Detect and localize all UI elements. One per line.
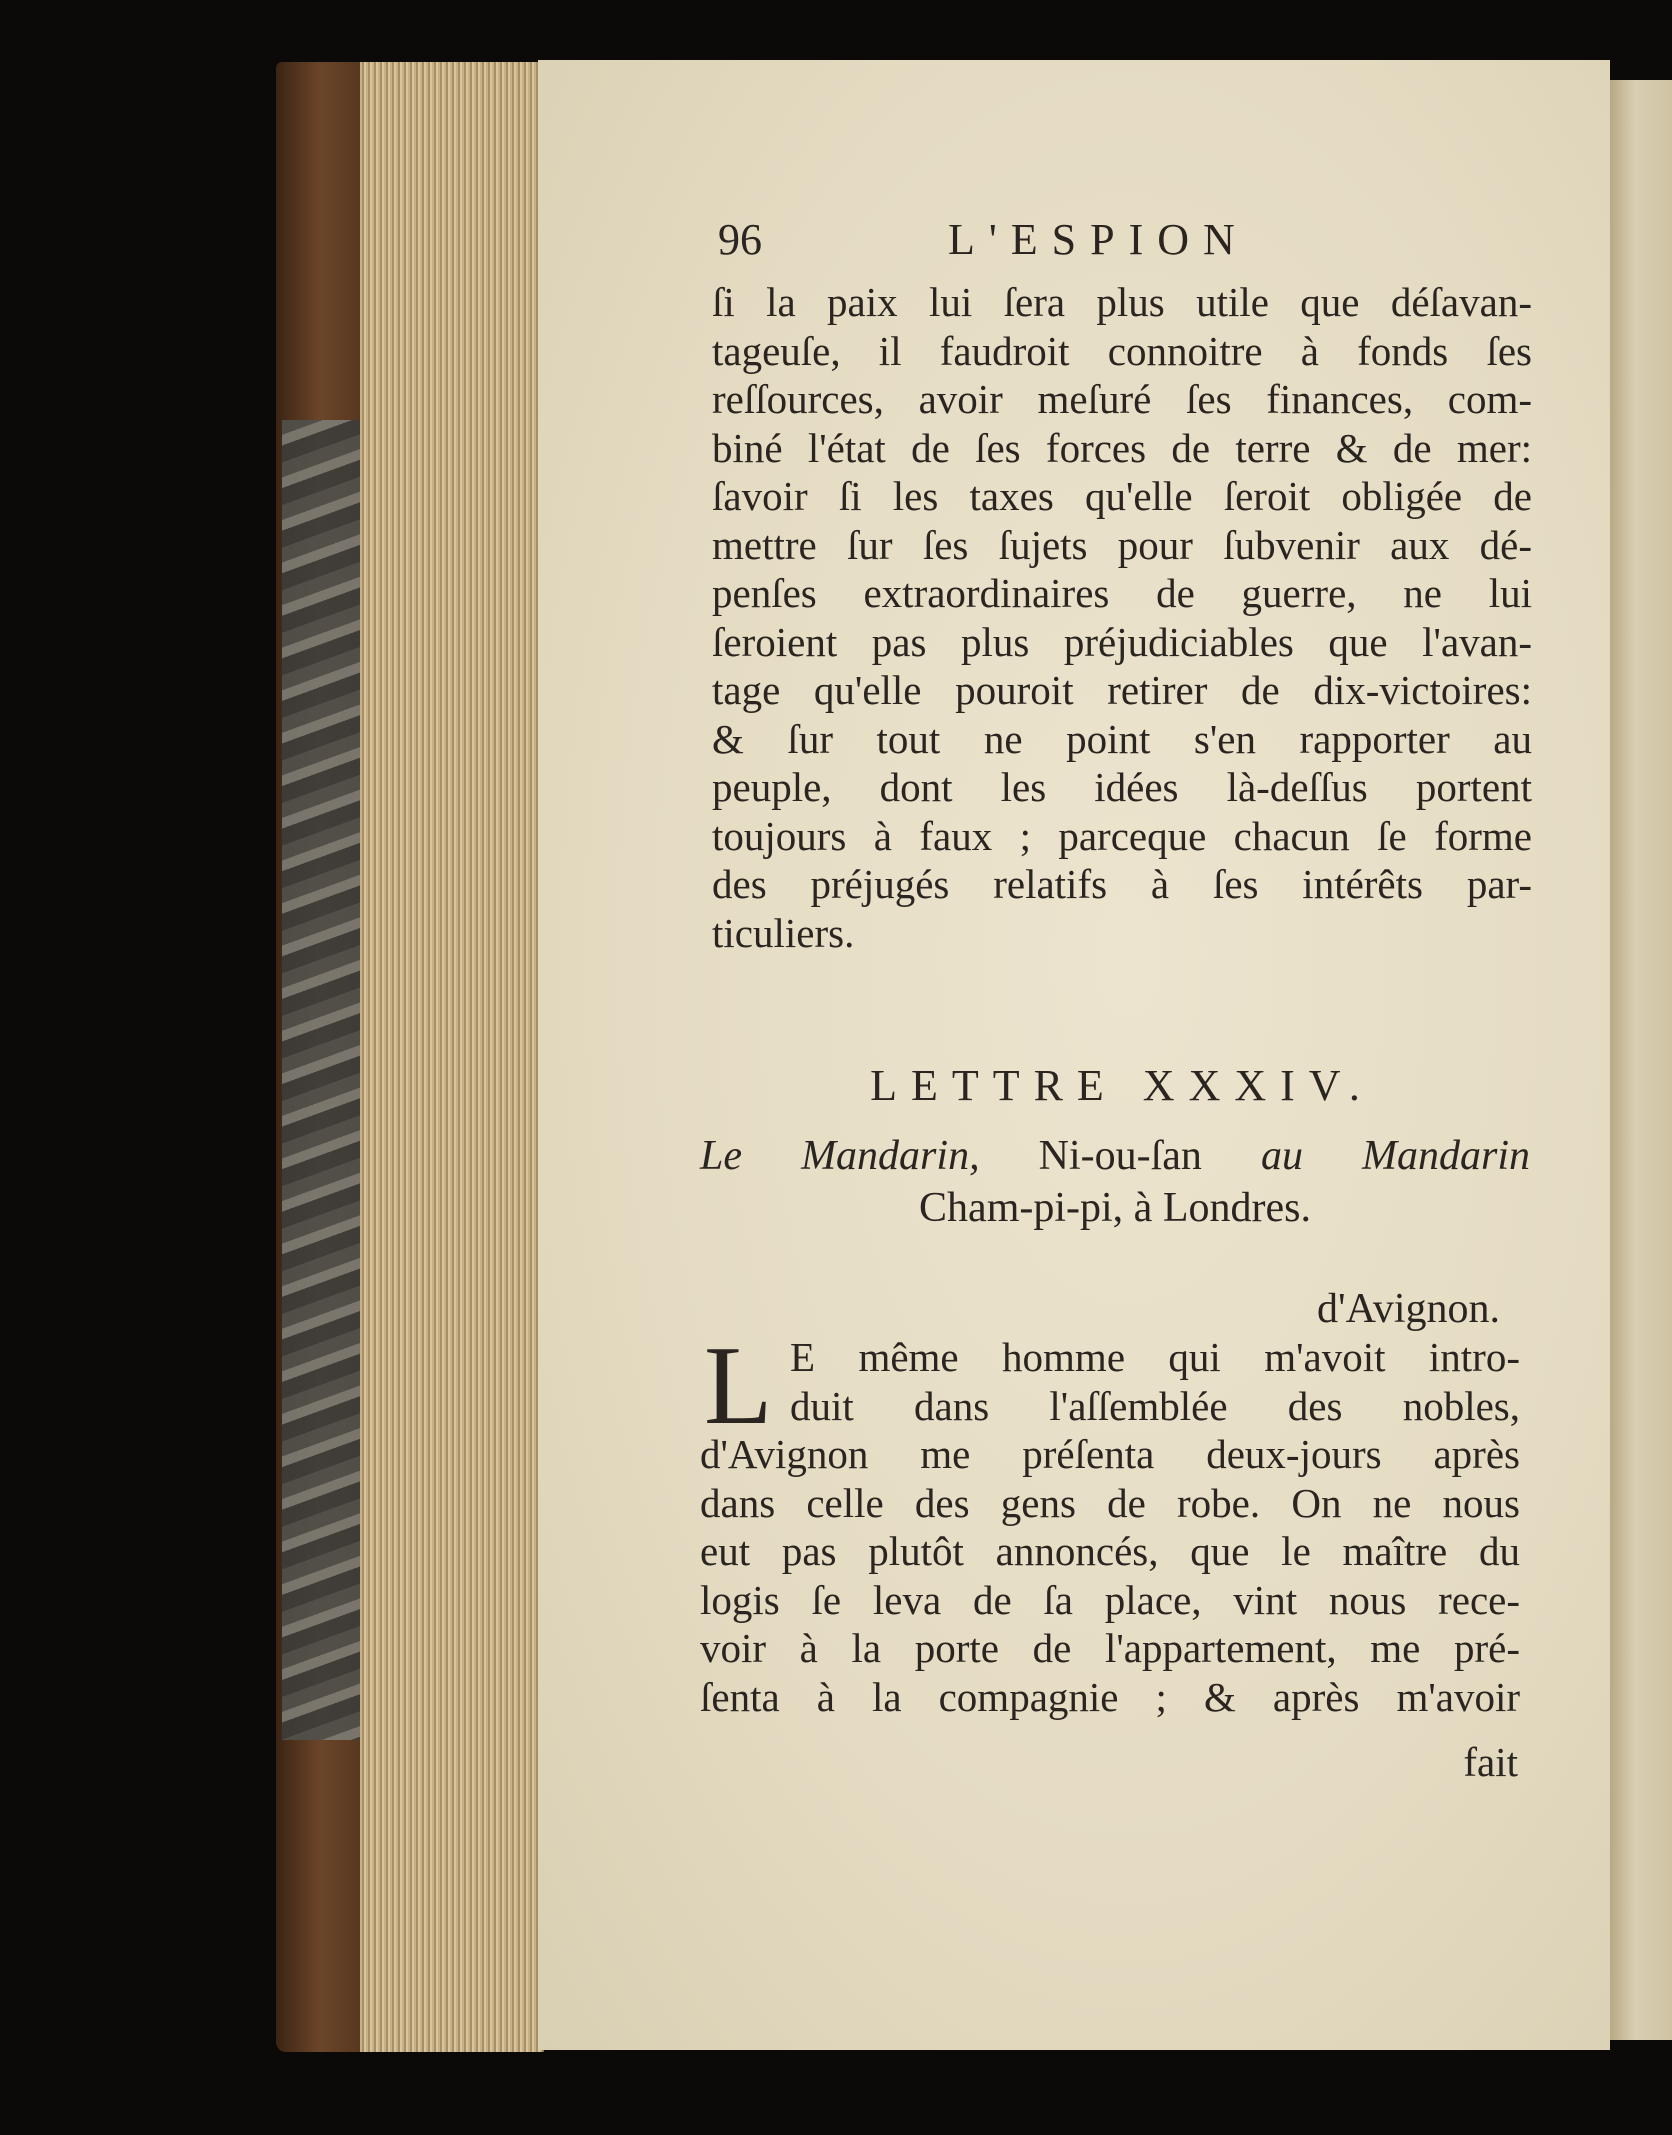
- text-line: ſeroient pas plus préjudiciables que l'avan-: [712, 618, 1532, 665]
- text-line: ſenta à la compagnie ; & après m'avoir: [700, 1673, 1520, 1720]
- drop-cap: L: [704, 1324, 773, 1448]
- text-line: duit dans l'aſſemblée des nobles,: [790, 1382, 1520, 1429]
- text-line: biné l'état de ſes forces de terre & de mer:: [712, 424, 1532, 471]
- text-line: tageuſe, il faudroit connoitre à fonds ſes: [712, 327, 1532, 374]
- text-line: peuple, dont les idées là-deſſus portent: [712, 764, 1532, 810]
- text-line: ticuliers.: [712, 909, 855, 956]
- letter-salutation: [700, 1130, 1530, 1234]
- text-line: mettre ſur ſes ſujets pour ſubvenir aux dé-: [712, 521, 1532, 568]
- salutation-line-2: Cham-pi-pi, à Londres.: [919, 1185, 1311, 1231]
- text-line: penſes extraordinaires de guerre, ne lui: [712, 570, 1532, 616]
- letter-heading: LETTRE XXXIV.: [870, 1061, 1374, 1110]
- continued-text-block: [712, 278, 1532, 957]
- text-line: ſavoir ſi les taxes qu'elle ſeroit obligée de: [712, 473, 1532, 519]
- text-line: d'Avignon me préſenta deux-jours après: [700, 1431, 1520, 1477]
- salutation-au: au: [1260, 1133, 1303, 1179]
- letter-body: [700, 1324, 1520, 1721]
- salutation-le: Le: [700, 1133, 742, 1179]
- text-line: voir à la porte de l'appartement, me pré-: [700, 1625, 1520, 1671]
- text-line: & ſur tout ne point s'en rapporter au: [712, 715, 1532, 762]
- running-title: L'ESPION: [948, 215, 1249, 264]
- page-number: 96: [718, 215, 762, 264]
- salutation-mandarin-recipient: Mandarin: [1362, 1133, 1531, 1179]
- salutation-mandarin: Mandarin,: [801, 1133, 980, 1179]
- text-line: reſſources, avoir meſuré ſes finances, com-: [712, 376, 1532, 422]
- text-line: eut pas plutôt annoncés, que le maître du: [700, 1528, 1520, 1574]
- running-header: [718, 214, 1318, 270]
- text-line: E même homme qui m'avoit intro-: [790, 1334, 1520, 1380]
- catchword: fait: [1463, 1739, 1518, 1785]
- letter-place: d'Avignon.: [1317, 1286, 1500, 1332]
- salutation-line-1: [700, 1130, 1530, 1182]
- text-line: dans celle des gens de robe. On ne nous: [700, 1479, 1520, 1526]
- sender-name: Ni-ou-ſan: [1038, 1133, 1202, 1179]
- text-line: tage qu'elle pouroit retirer de dix-victoires:: [712, 667, 1532, 713]
- text-line: ſi la paix lui ſera plus utile que déſavan-: [712, 279, 1532, 325]
- marbled-board: [282, 420, 367, 1740]
- page-edges: [360, 62, 544, 2052]
- facing-page-edge: [1610, 80, 1672, 2040]
- text-line: des préjugés relatifs à ſes intérêts par-: [712, 861, 1532, 907]
- text-line: toujours à faux ; parceque chacun ſe forme: [712, 812, 1532, 859]
- text-line: logis ſe leva de ſa place, vint nous rece-: [700, 1576, 1520, 1623]
